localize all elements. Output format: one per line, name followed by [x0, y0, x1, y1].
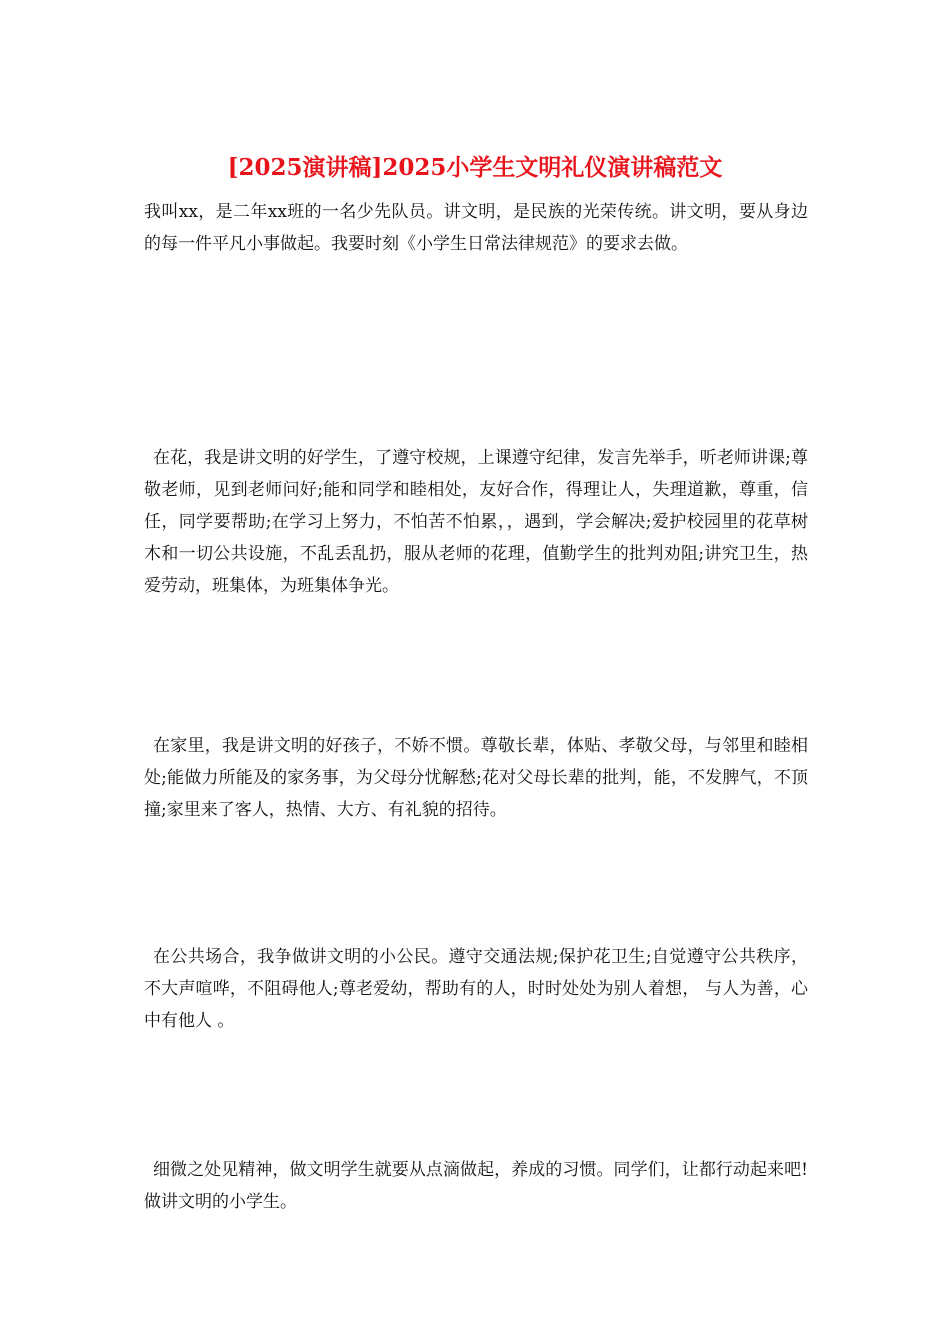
- document-title: [2025演讲稿]2025小学生文明礼仪演讲稿范文: [227, 154, 723, 181]
- paragraph-intro: 我叫xx，是二年xx班的一名少先队员。讲文明，是民族的光荣传统。讲文明，要从身边的每一件平凡小事做起。我要时刻《小学生日常法律规范》的要求去做。: [144, 202, 808, 254]
- paragraph-conclusion: 细微之处见精神，做文明学生就要从点滴做起，养成的习惯。同学们，让都行动起来吧!做讲文明的小学生。: [144, 1160, 808, 1212]
- paragraph-public: 在公共场合，我争做讲文明的小公民。遵守交通法规;保护花卫生;自觉遵守公共秩序，不大声喧哗，不阻碍他人;尊老爱幼，帮助有的人，时时处处为别人着想， 与人为善，心中有他人 。: [144, 947, 808, 1031]
- paragraph-school: 在花，我是讲文明的好学生，了遵守校规，上课遵守纪律，发言先举手，听老师讲课;尊敬老师，见到老师问好;能和同学和睦相处，友好合作，得理让人，失理道歉，尊重，信任，同学要帮助;在学习上努力，不怕苦不怕累，，遇到，学会解决;爱护校园里的花草树木和一切公共设施，不乱丢乱扔，服从老师的花理，值勤学生的批判劝阻;讲究卫生，热爱劳动，班集体，为班集体争光。: [144, 448, 808, 596]
- paragraph-home: 在家里，我是讲文明的好孩子，不娇不惯。尊敬长辈，体贴、孝敬父母，与邻里和睦相处;能做力所能及的家务事，为父母分忧解愁;花对父母长辈的批判，能，不发脾气，不顶撞;家里来了客人，热情、大方、有礼貌的招待。: [144, 736, 808, 820]
